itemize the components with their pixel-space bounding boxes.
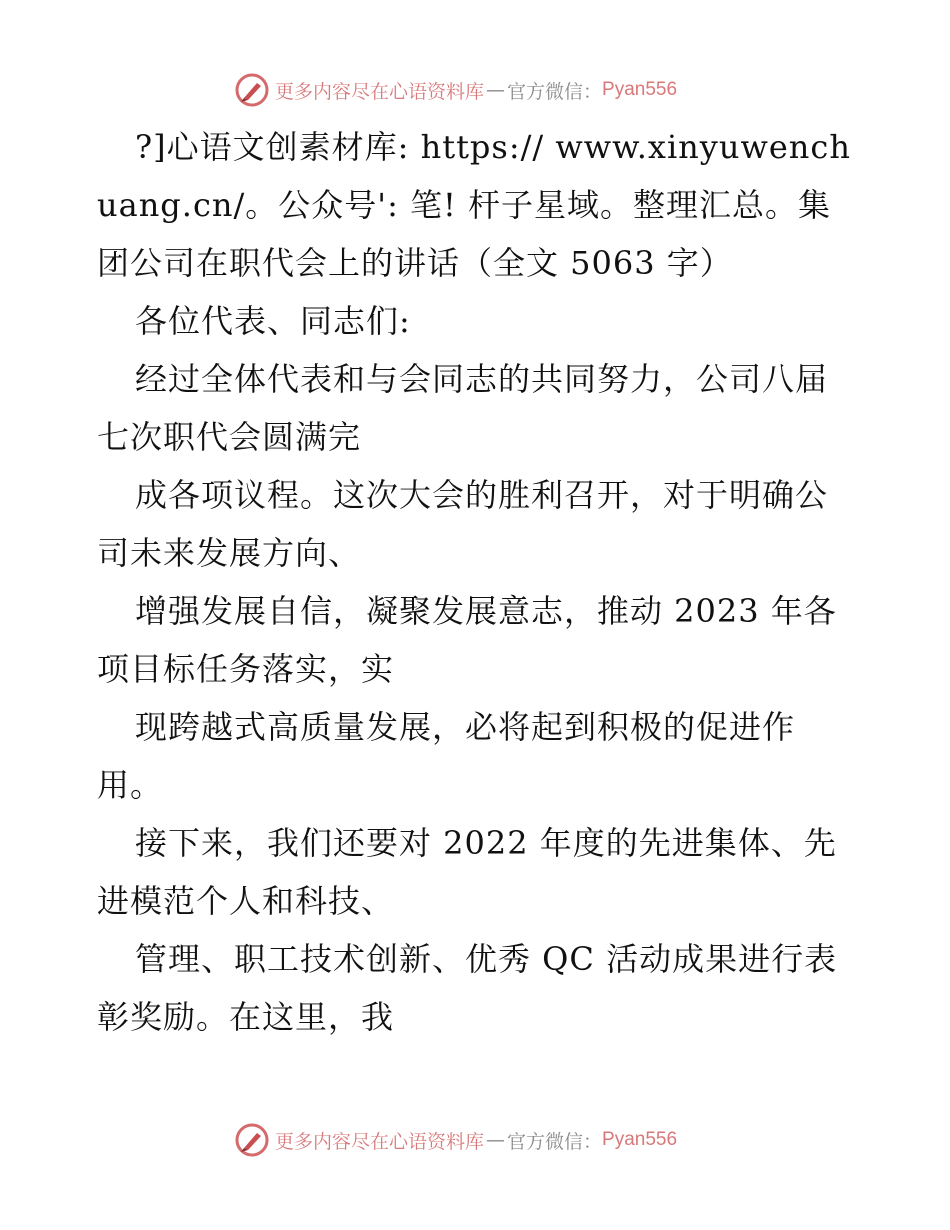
- header-brand-text: 更多内容尽在心语资料库: [275, 80, 485, 103]
- paragraph-body: 管理、职工技术创新、优秀 QC 活动成果进行表彰奖励。在这里，我: [97, 940, 838, 1036]
- paragraph-body: 成各项议程。这次大会的胜利召开，对于明确公司未来发展方向、: [97, 476, 829, 572]
- header-watermark-banner: [235, 72, 755, 108]
- paragraph-body: 经过全体代表和与会同志的共同努力，公司八届七次职代会圆满完: [97, 360, 829, 456]
- header-wechat-handle: Pyan556: [602, 79, 678, 100]
- footer-dash: —: [486, 1129, 506, 1151]
- paragraph-body: 接下来，我们还要对 2022 年度的先进集体、先进模范个人和科技、: [97, 824, 837, 920]
- footer-watermark-banner: [235, 1122, 755, 1158]
- header-dash: —: [486, 79, 506, 101]
- pen-logo-icon: [235, 1123, 269, 1157]
- footer-wechat-label: 官方微信：: [507, 1130, 603, 1153]
- header-wechat-label: 官方微信：: [507, 80, 603, 103]
- document-body: [97, 118, 857, 1046]
- pen-logo-icon: [235, 73, 269, 107]
- footer-wechat-handle: Pyan556: [602, 1129, 678, 1150]
- paragraph-source-note: ?]心语文创素材库: https:// www.xinyuwenchuang.cn/。公众号': 笔! 杆子星域。整理汇总。集团公司在职代会上的讲话（全文 5063 字）: [97, 128, 851, 282]
- paragraph-body: 现跨越式高质量发展，必将起到积极的促进作用。: [97, 708, 796, 804]
- footer-brand-text: 更多内容尽在心语资料库: [275, 1130, 485, 1153]
- paragraph-body: 增强发展自信，凝聚发展意志，推动 2023 年各项目标任务落实，实: [97, 592, 837, 688]
- paragraph-salutation: 各位代表、同志们:: [135, 302, 411, 340]
